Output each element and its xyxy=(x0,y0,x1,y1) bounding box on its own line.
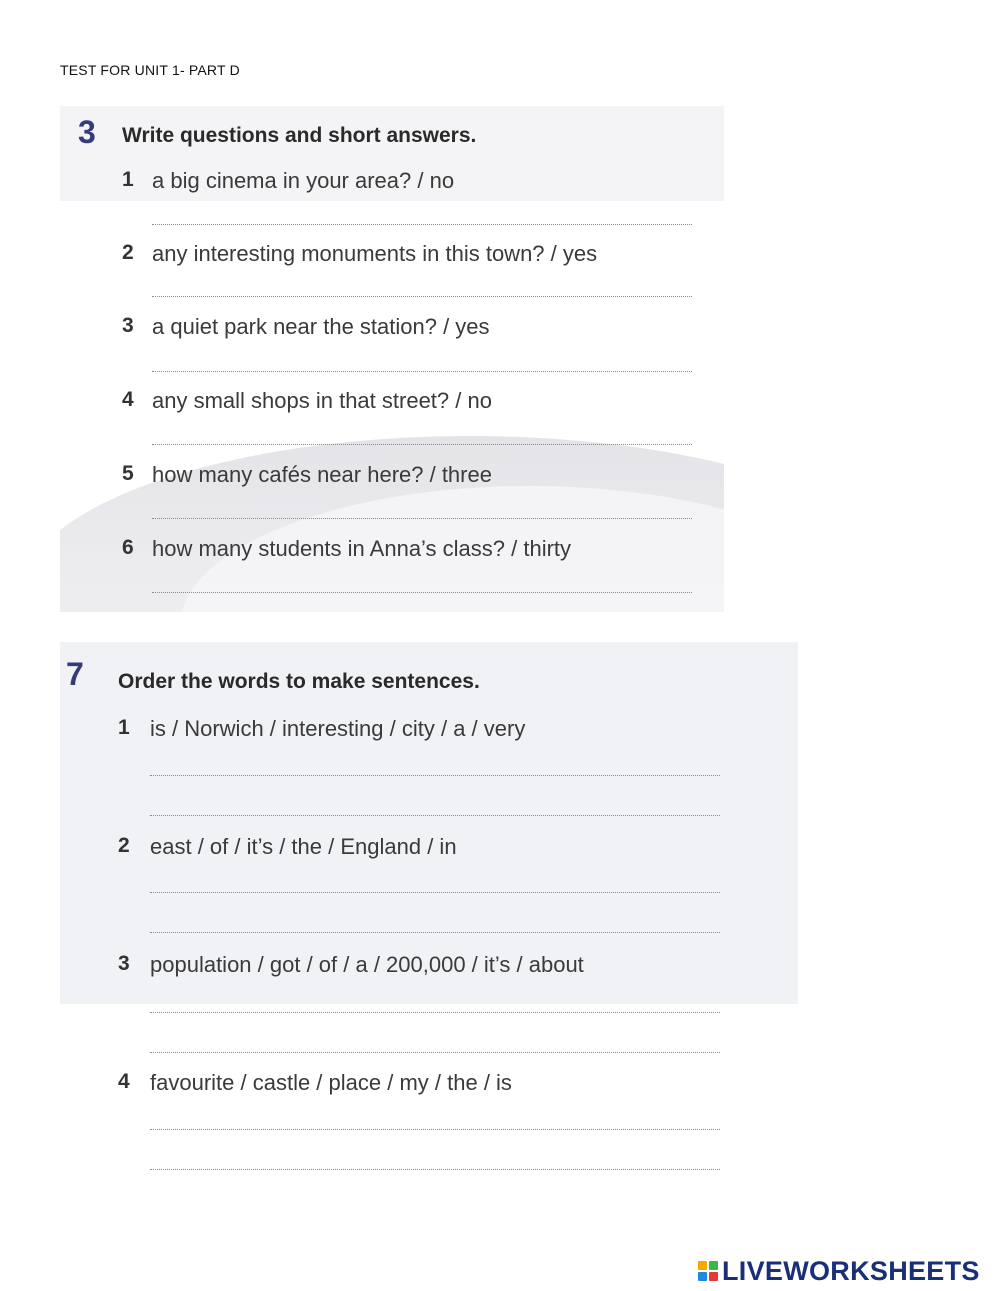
ex3-item-1-prompt: a big cinema in your area? / no xyxy=(152,168,455,193)
logo-square-4 xyxy=(709,1272,718,1281)
ex7-item-2-answer-line-1[interactable] xyxy=(150,892,720,893)
liveworksheets-logo[interactable] xyxy=(698,1256,980,1286)
page-title: TEST FOR UNIT 1- PART D xyxy=(60,62,240,78)
ex3-item-6-answer-line[interactable] xyxy=(152,592,692,593)
ex7-item-4-answer-line-2[interactable] xyxy=(150,1169,720,1170)
ex7-item-3-number: 3 xyxy=(118,952,130,975)
ex7-item-3-answer-line-1[interactable] xyxy=(150,1012,720,1013)
exercise-3-panel xyxy=(60,106,724,612)
ex3-item-6-prompt: how many students in Anna’s class? / thirty xyxy=(152,536,572,561)
ex3-item-6-number: 6 xyxy=(122,536,134,559)
ex3-item-4-number: 4 xyxy=(122,388,134,411)
ex3-item-2-prompt: any interesting monuments in this town? / yes xyxy=(152,241,598,266)
ex7-item-3-answer-line-2[interactable] xyxy=(150,1052,720,1053)
ex7-item-2-answer-line-2[interactable] xyxy=(150,932,720,933)
brand-name: LIVEWORKSHEETS xyxy=(722,1255,980,1286)
ex7-item-4-number: 4 xyxy=(118,1070,130,1093)
ex3-item-1-answer-line[interactable] xyxy=(152,224,692,225)
ex7-item-2-number: 2 xyxy=(118,834,130,857)
exercise-7-panel xyxy=(60,642,798,1004)
ex3-item-4-prompt: any small shops in that street? / no xyxy=(152,388,492,413)
ex3-item-3-answer-line[interactable] xyxy=(152,371,692,372)
ex3-item-4-answer-line[interactable] xyxy=(152,444,692,445)
exercise-3-heading: Write questions and short answers. xyxy=(122,124,477,147)
ex3-item-2-number: 2 xyxy=(122,241,134,264)
logo-square-1 xyxy=(698,1261,707,1270)
logo-square-2 xyxy=(709,1261,718,1270)
ex7-item-3-prompt: population / got / of / a / 200,000 / it’s / about xyxy=(150,952,584,977)
ex3-item-3-prompt: a quiet park near the station? / yes xyxy=(152,314,490,339)
ex7-item-4-answer-line-1[interactable] xyxy=(150,1129,720,1130)
ex7-item-2-prompt: east / of / it’s / the / England / in xyxy=(150,834,457,859)
ex7-item-1-answer-line-1[interactable] xyxy=(150,775,720,776)
exercise-3-number: 3 xyxy=(78,114,96,150)
ex3-item-1-number: 1 xyxy=(122,168,134,191)
ex7-item-4-prompt: favourite / castle / place / my / the / is xyxy=(150,1070,512,1095)
ex3-item-5-prompt: how many cafés near here? / three xyxy=(152,462,492,487)
ex3-item-2-answer-line[interactable] xyxy=(152,296,692,297)
ex7-item-1-number: 1 xyxy=(118,716,130,739)
logo-grid-icon xyxy=(698,1261,718,1281)
logo-square-3 xyxy=(698,1272,707,1281)
exercise-7-number: 7 xyxy=(66,656,84,692)
exercise-7-heading: Order the words to make sentences. xyxy=(118,670,480,693)
ex3-item-5-number: 5 xyxy=(122,462,134,485)
ex7-item-1-answer-line-2[interactable] xyxy=(150,815,720,816)
ex7-item-1-prompt: is / Norwich / interesting / city / a / very xyxy=(150,716,526,741)
ex3-item-3-number: 3 xyxy=(122,314,134,337)
ex3-item-5-answer-line[interactable] xyxy=(152,518,692,519)
